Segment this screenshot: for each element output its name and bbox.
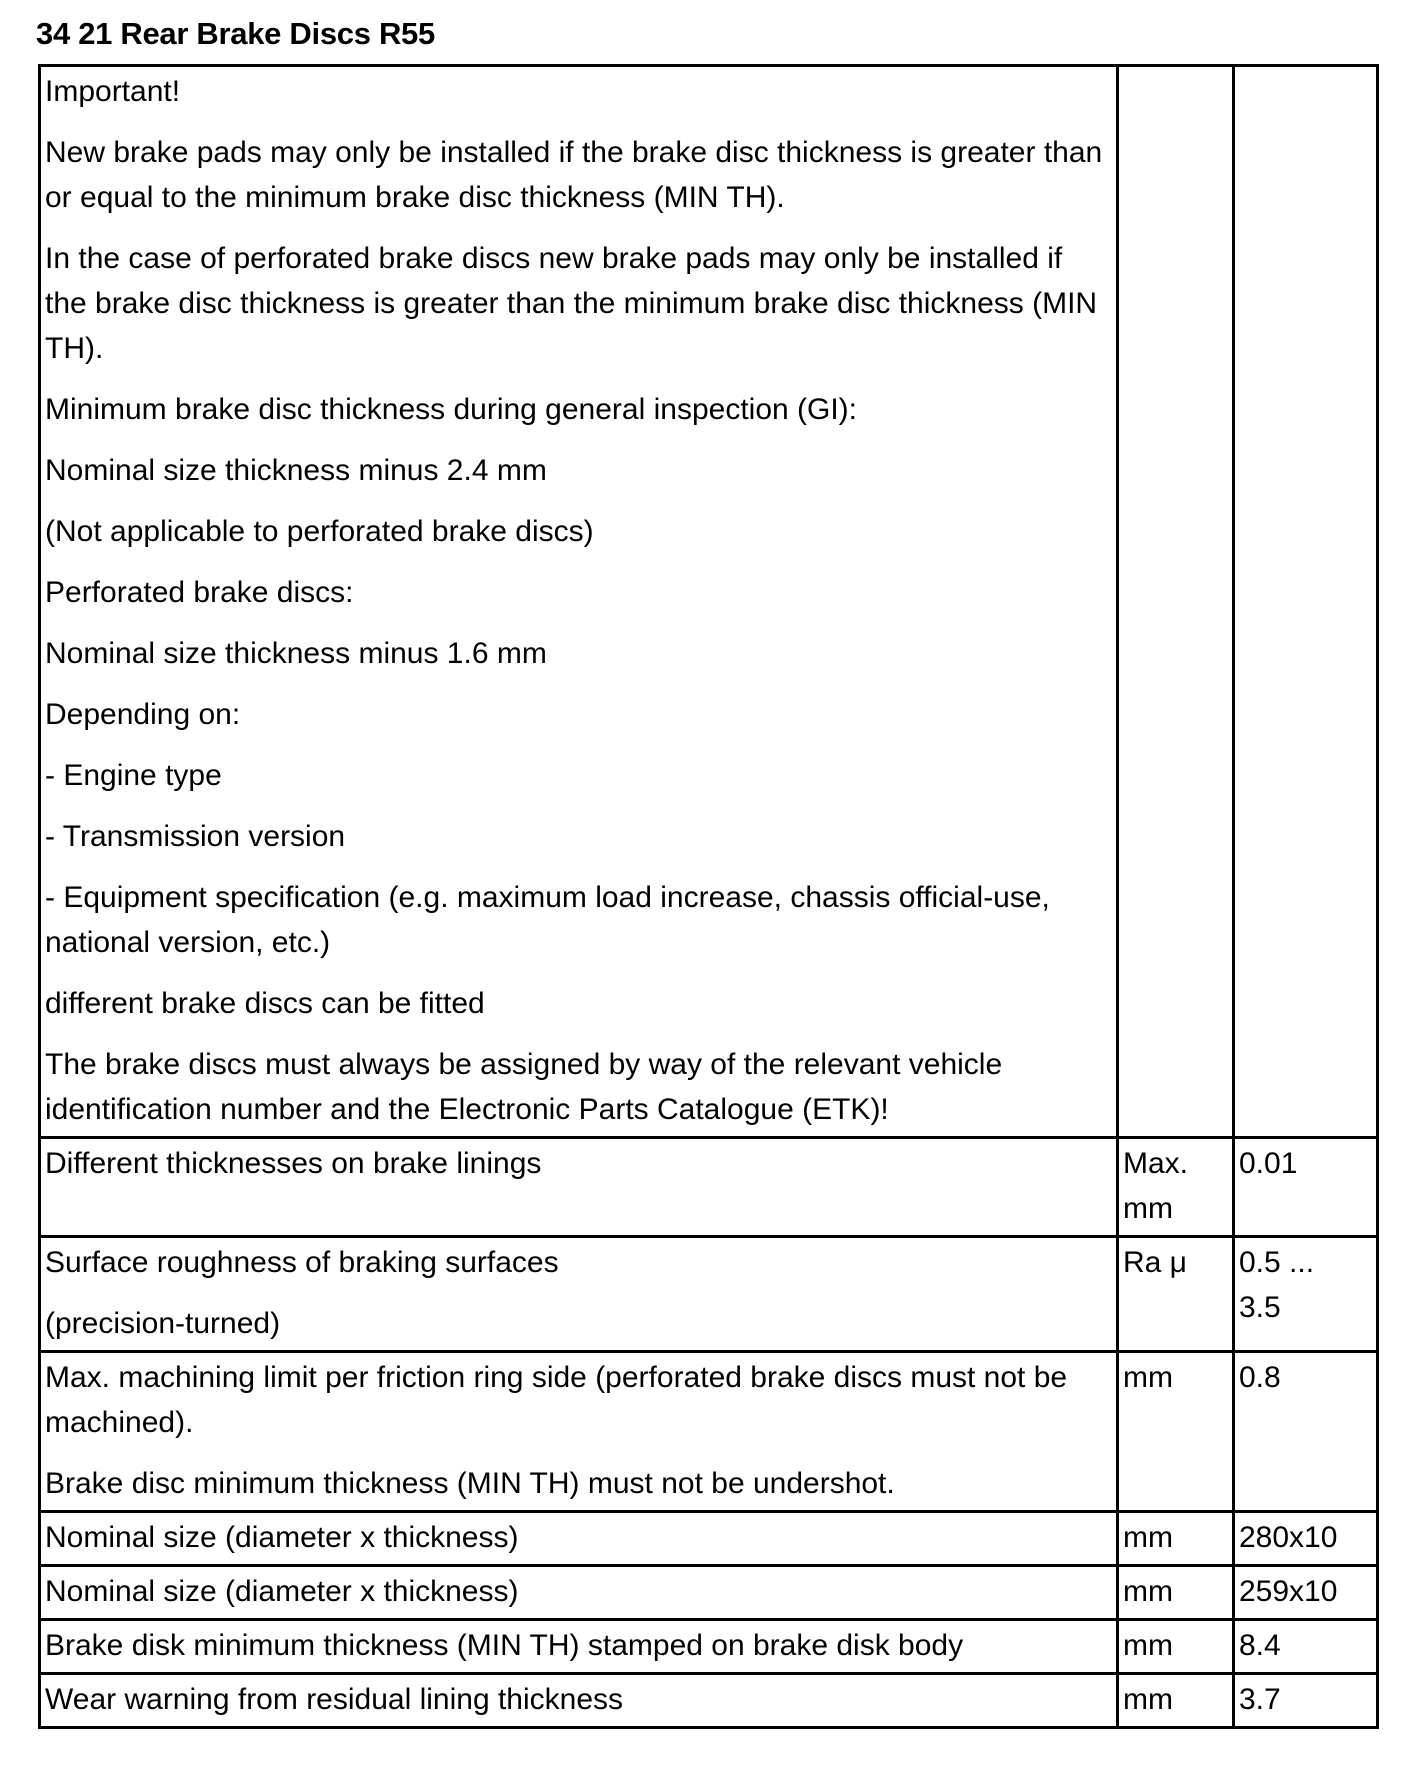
note-perforated-value: Nominal size thickness minus 1.6 mm	[45, 637, 547, 670]
description-line: Surface roughness of braking surfaces	[45, 1246, 559, 1279]
page-title: 34 21 Rear Brake Discs R55	[36, 16, 435, 51]
notes-row	[40, 66, 1378, 1138]
row-unit	[1118, 1674, 1234, 1728]
note-not-applicable: (Not applicable to perforated brake discs)	[45, 515, 594, 548]
table-row	[40, 1138, 1378, 1237]
row-description	[40, 1566, 1118, 1620]
spec-table	[38, 64, 1379, 1729]
table-row	[40, 1620, 1378, 1674]
value-line: 259x10	[1239, 1575, 1338, 1608]
note-gi-value: Nominal size thickness minus 2.4 mm	[45, 454, 547, 487]
unit-line: Max.	[1123, 1147, 1189, 1180]
note-new-pads: New brake pads may only be installed if the brake disc thickness is greater than or equal to the minimum brake disc thickness (MIN TH).	[45, 136, 1103, 214]
note-different-discs: different brake discs can be fitted	[45, 987, 485, 1020]
unit-line: Ra μ	[1123, 1246, 1187, 1279]
row-description	[40, 1674, 1118, 1728]
description-line: Nominal size (diameter x thickness)	[45, 1575, 519, 1608]
row-value	[1234, 1352, 1378, 1512]
row-unit	[1118, 1237, 1234, 1352]
unit-line: mm	[1123, 1521, 1173, 1554]
notes-unit-cell	[1118, 66, 1234, 1138]
note-transmission: - Transmission version	[45, 820, 346, 853]
row-unit	[1118, 1138, 1234, 1237]
row-description	[40, 1352, 1118, 1512]
note-equipment: - Equipment specification (e.g. maximum load increase, chassis official-use, national version, etc.)	[45, 881, 1050, 959]
note-engine-type: - Engine type	[45, 759, 222, 792]
row-description	[40, 1512, 1118, 1566]
note-perforated-pads: In the case of perforated brake discs new brake pads may only be installed if the brake disc thickness is greater than the minimum brake disc thickness (MIN TH).	[45, 242, 1098, 365]
row-value	[1234, 1138, 1378, 1237]
note-important: Important!	[45, 75, 181, 108]
value-line: 3.5	[1239, 1291, 1281, 1324]
value-line: 0.8	[1239, 1361, 1281, 1394]
value-line: 3.7	[1239, 1683, 1281, 1716]
description-line: (precision-turned)	[45, 1307, 281, 1340]
note-gi-heading: Minimum brake disc thickness during general inspection (GI):	[45, 393, 858, 426]
description-line: Brake disc minimum thickness (MIN TH) must not be undershot.	[45, 1467, 895, 1500]
value-line: 0.01	[1239, 1147, 1298, 1180]
value-line: 280x10	[1239, 1521, 1338, 1554]
row-value	[1234, 1674, 1378, 1728]
row-value	[1234, 1512, 1378, 1566]
row-value	[1234, 1566, 1378, 1620]
row-value	[1234, 1620, 1378, 1674]
note-depending-on: Depending on:	[45, 698, 241, 731]
row-unit	[1118, 1620, 1234, 1674]
unit-line: mm	[1123, 1575, 1173, 1608]
row-unit	[1118, 1512, 1234, 1566]
description-line: Wear warning from residual lining thickness	[45, 1683, 624, 1716]
description-line: Different thicknesses on brake linings	[45, 1147, 542, 1180]
unit-line: mm	[1123, 1683, 1173, 1716]
row-value	[1234, 1237, 1378, 1352]
table-row	[40, 1237, 1378, 1352]
row-description	[40, 1138, 1118, 1237]
note-assignment: The brake discs must always be assigned by way of the relevant vehicle identification number and the Electronic Parts Catalogue (ETK)!	[45, 1048, 1003, 1126]
description-line: Max. machining limit per friction ring side (perforated brake discs must not be machined).	[45, 1361, 1068, 1439]
row-unit	[1118, 1352, 1234, 1512]
description-line: Brake disk minimum thickness (MIN TH) stamped on brake disk body	[45, 1629, 964, 1662]
table-row	[40, 1512, 1378, 1566]
unit-line: mm	[1123, 1361, 1173, 1394]
row-unit	[1118, 1566, 1234, 1620]
row-description	[40, 1237, 1118, 1352]
table-row	[40, 1674, 1378, 1728]
unit-line: mm	[1123, 1192, 1173, 1225]
notes-cell	[40, 66, 1118, 1138]
table-row	[40, 1566, 1378, 1620]
description-line: Nominal size (diameter x thickness)	[45, 1521, 519, 1554]
table-row	[40, 1352, 1378, 1512]
unit-line: mm	[1123, 1629, 1173, 1662]
notes-value-cell	[1234, 66, 1378, 1138]
value-line: 8.4	[1239, 1629, 1281, 1662]
value-line: 0.5 ...	[1239, 1246, 1315, 1279]
note-perforated-heading: Perforated brake discs:	[45, 576, 354, 609]
row-description	[40, 1620, 1118, 1674]
